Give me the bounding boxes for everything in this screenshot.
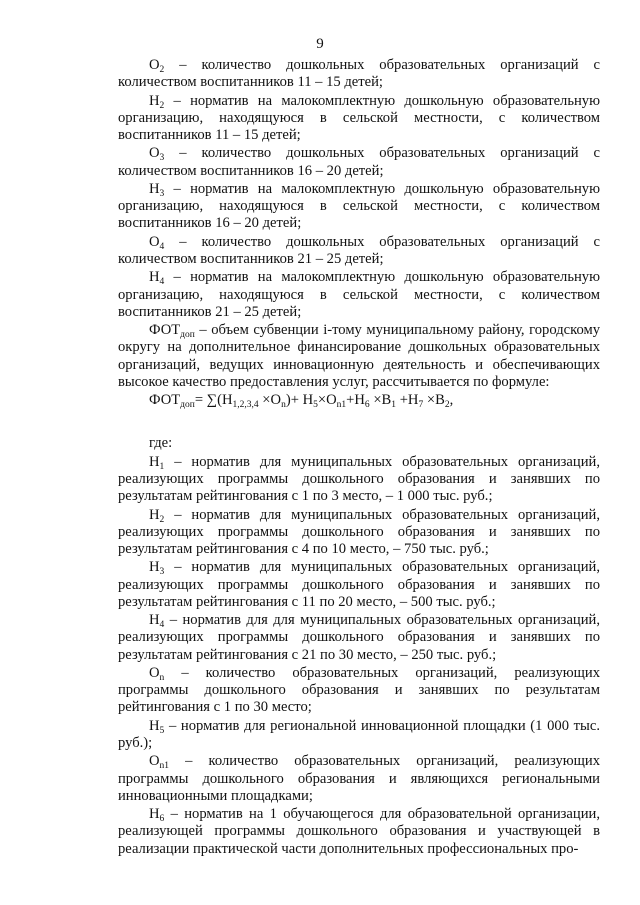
- document-body: [118, 57, 600, 859]
- where-label: где:: [149, 435, 173, 452]
- definition-h3: $Н_3$ – норматив на малокомплектную дошкольную образовательную организацию, находящуюся в сельской местности, с количеством воспитанников 16 – 20 детей;: [118, 180, 600, 232]
- definition-h5: $Н_5$ – норматив для региональной инновационной площадки (1 000 тыс. руб.);: [118, 717, 600, 751]
- definition-on1: $O_{n1}$ – количество образовательных организаций, реализующих программы дошкольного образования и являющихся региональными инновационными площадками;: [118, 753, 600, 804]
- page-number: 9: [316, 36, 324, 52]
- definition-o3: $O_3$ – количество дошкольных образовательных организаций с количеством воспитанников 16 – 20 детей;: [118, 145, 600, 179]
- definition-o4: $O_4$ – количество дошкольных образовательных организаций с количеством воспитанников 21 – 25 детей;: [118, 233, 600, 267]
- definition-h3-rating: $Н_3$ – норматив для муниципальных образовательных организаций, реализующих программы дошкольного образования и занявших по результатам рейтингования с 11 по 20 место, – 500 тыс. руб.;: [118, 559, 600, 610]
- definition-fot-dop: $ФОТ_{доп}$ – объем субвенции i-тому муниципальному району, городскому округу на дополнительное финансирование дошкольных образовательных организаций, ведущих инновационную деятельность и обеспечивающих высокое качество предоставления услуг, рассчитывается по формуле:: [118, 322, 600, 390]
- formula-fot-dop: $ФОТ_{доп}= \sum(Н_{1,2,3,4} \times O_n)+ Н_5\times O_{n1}+Н_6 \times В_1 +Н_7 \times В_2$,: [149, 392, 454, 411]
- definition-on: $O_n$ – количество образовательных организаций, реализующих программы дошкольного образования и занявших по результатам рейтингования с 1 по 30 место;: [118, 664, 600, 716]
- definition-h2: $Н_2$ – норматив на малокомплектную дошкольную образовательную организацию, находящуюся в сельской местности, с количеством воспитанников 11 – 15 детей;: [118, 92, 600, 143]
- definition-h2-rating: $Н_2$ – норматив для муниципальных образовательных организаций, реализующих программы дошкольного образования и занявших по результатам рейтингования с 4 по 10 место, – 750 тыс. руб.;: [118, 506, 600, 557]
- definition-o2: $O_2$ – количество дошкольных образовательных организаций с количеством воспитанников 11 – 15 детей;: [118, 57, 600, 91]
- definition-h4: $Н_4$ – норматив на малокомплектную дошкольную образовательную организацию, находящуюся в сельской местности, с количеством воспитанников 21 – 25 детей;: [118, 269, 600, 320]
- definition-h6: $Н_6$ – норматив на 1 обучающегося для образовательной организации, реализующей программы дошкольного образования и участвующей в реализации практической части дополнительных профессиональных про-: [118, 806, 600, 857]
- definition-h1-rating: $Н_1$ – норматив для муниципальных образовательных организаций, реализующих программы дошкольного образования и занявших по результатам рейтингования с 1 по 3 место, – 1 000 тыс. руб.;: [118, 453, 600, 505]
- definition-h4-rating: $Н_4$ – норматив для для муниципальных образовательных организаций, реализующих программы дошкольного образования и занявших по результатам рейтингования с 21 по 30 место, – 250 тыс. руб.;: [118, 612, 600, 663]
